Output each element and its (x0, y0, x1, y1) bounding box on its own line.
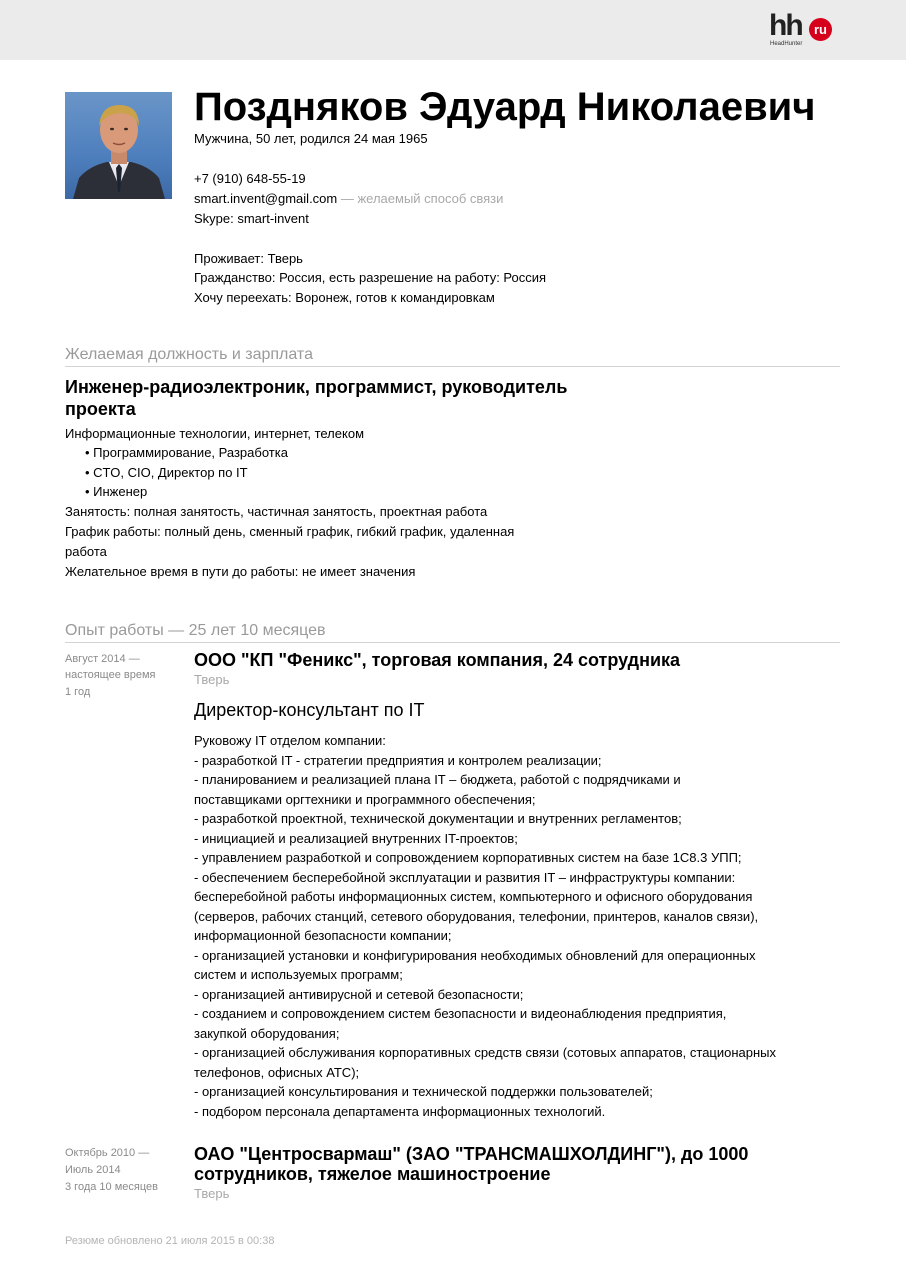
person-portrait-icon (65, 92, 172, 199)
duty-line: - обеспечением бесперебойной эксплуатации и развития IT – инфраструктуры компании: (194, 869, 736, 885)
travel-time: Желательное время в пути до работы: не имеет значения (65, 564, 416, 579)
duty-line: - организацией антивирусной и сетевой безопасности; (194, 986, 524, 1002)
duty-line: - организацией установки и конфигурирования необходимых обновлений для операционных (194, 947, 756, 963)
duty-line: - созданием и сопровождением систем безопасности и видеонаблюдения предприятия, (194, 1006, 727, 1021)
experience-section-title: Опыт работы — 25 лет 10 месяцев (65, 621, 840, 643)
duty-line: Руковожу IT отделом компании: (194, 733, 386, 748)
work-schedule-continued: работа (65, 544, 107, 559)
job-duration: 1 год (65, 686, 91, 698)
duty-line: (серверов, рабочих станций, сетевого оборудования, телефонии, принтеров, каналов связи), (194, 908, 759, 924)
logo-caption: HeadHunter (770, 41, 803, 47)
candidate-summary: Мужчина, 50 лет, родился 24 мая 1965 (194, 131, 428, 146)
company-name-continued: сотрудников, тяжелое машиностроение (194, 1164, 551, 1184)
duty-line: - организацией обслуживания корпоративных средств связи (сотовых аппаратов, стационарных (194, 1045, 777, 1060)
resume-updated-footer: Резюме обновлено 21 июля 2015 в 00:38 (65, 1235, 275, 1247)
job-period-start: Август 2014 — (65, 653, 140, 665)
desired-position-section-title: Желаемая должность и зарплата (65, 345, 840, 367)
work-schedule: График работы: полный день, сменный график, гибкий график, удаленная (65, 524, 515, 539)
duty-line: телефонов, офисных АТС); (194, 1064, 360, 1080)
citizenship: Гражданство: Россия, есть разрешение на работу: Россия (194, 270, 547, 285)
duty-line: - разработкой проектной, технической документации и внутренних регламентов; (194, 811, 682, 826)
desired-position-title: Инженер-радиоэлектроник, программист, руководитель проекта (65, 377, 568, 419)
duty-line: - разработкой IT - стратегии предприятия и контролем реализации; (194, 752, 602, 768)
duty-line: - планированием и реализацией плана IT – бюджета, работой с подрядчиками и (194, 772, 681, 787)
job-duration: 3 года 10 месяцев (65, 1181, 158, 1193)
job-role: Директор-консультант по IT (194, 700, 425, 720)
duty-line: поставщиками оргтехники и программного обеспечения; (194, 791, 536, 807)
duty-line: систем и используемых программ; (194, 967, 403, 982)
specialization-item: • Инженер (85, 484, 148, 499)
duty-line: бесперебойной работы информационных систем, компьютерного и офисного оборудования (194, 889, 753, 904)
job-duties (194, 731, 834, 1121)
company-name: ОАО "Центросвармаш" (ЗАО "ТРАНСМАШХОЛДИНГ"), до 1000 (194, 1144, 749, 1164)
job-period-start: Октябрь 2010 — (65, 1147, 150, 1159)
job-period-end: настоящее время (65, 669, 156, 681)
employment-type: Занятость: полная занятость, частичная занятость, проектная работа (65, 504, 488, 519)
email-preferred-note: — желаемый способ связи (337, 191, 504, 206)
professional-field: Информационные технологии, интернет, телеком (65, 426, 364, 441)
duty-line: - инициацией и реализацией внутренних IT-проектов; (194, 830, 518, 846)
duty-line: информационной безопасности компании; (194, 928, 452, 943)
top-bar (0, 0, 906, 60)
specialization-item: • Программирование, Разработка (85, 445, 288, 460)
phone-number[interactable]: +7 (910) 648-55-19 (194, 171, 306, 186)
email-row (194, 190, 503, 208)
candidate-name: Поздняков Эдуард Николаевич (194, 85, 816, 129)
company-city: Тверь (194, 672, 230, 687)
duty-line: - управлением разработкой и сопровождением корпоративных систем на базе 1С8.3 УПП; (194, 850, 742, 865)
duty-line: - организацией консультирования и технической поддержки пользователей; (194, 1084, 653, 1099)
skype-contact[interactable]: Skype: smart-invent (194, 211, 309, 226)
residence: Проживает: Тверь (194, 251, 303, 266)
relocation: Хочу переехать: Воронеж, готов к командировкам (194, 290, 495, 305)
duty-line: закупкой оборудования; (194, 1025, 340, 1041)
email-link[interactable]: smart.invent@gmail.com (194, 191, 338, 206)
job-period-end: Июль 2014 (65, 1164, 121, 1176)
specialization-item: • CTO, CIO, Директор по IT (85, 465, 248, 480)
logo-badge: ru (809, 18, 832, 41)
company-name: ООО "КП "Феникс", торговая компания, 24 сотрудника (194, 650, 681, 670)
company-city: Тверь (194, 1186, 230, 1201)
duty-line: - подбором персонала департамента информационных технологий. (194, 1103, 606, 1119)
hh-logo[interactable] (769, 9, 839, 50)
profile-photo (65, 92, 172, 199)
logo-brand: hh (769, 9, 802, 42)
